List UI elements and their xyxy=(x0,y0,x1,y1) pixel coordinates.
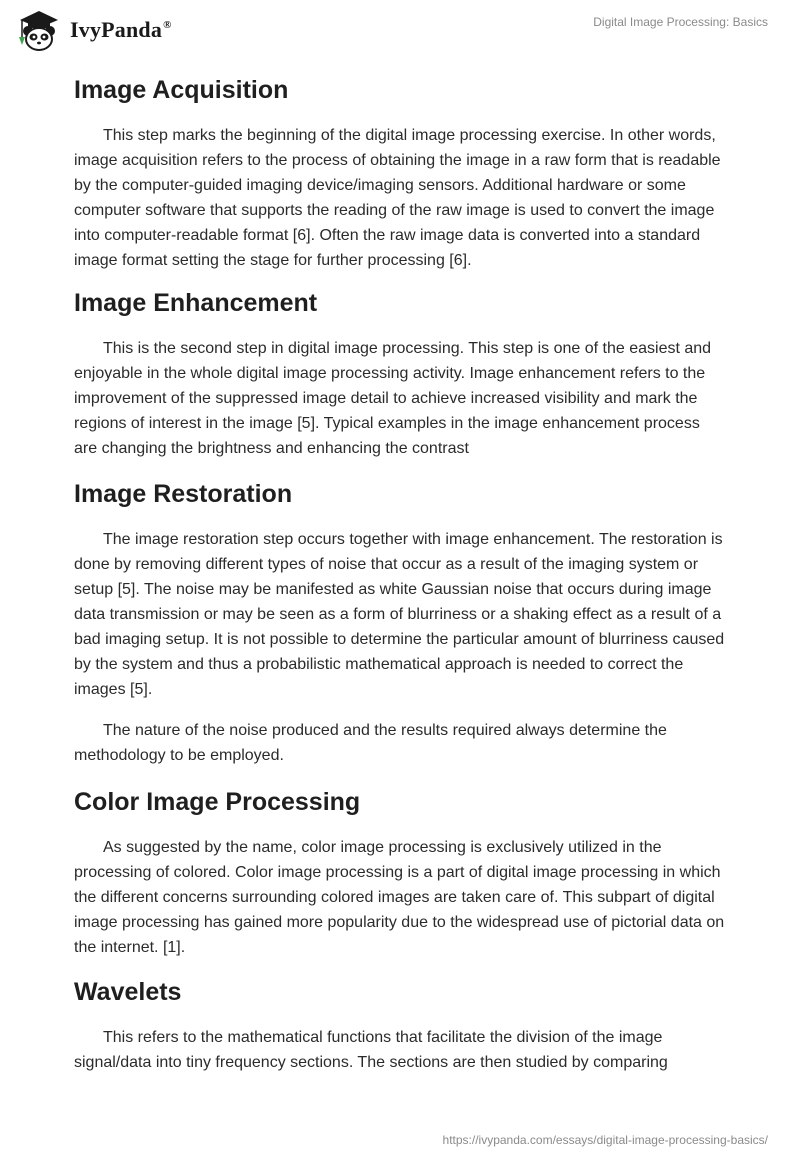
section-wavelets xyxy=(74,974,726,1075)
section-image-enhancement xyxy=(74,285,726,461)
logo-wordmark: IvyPanda® xyxy=(70,17,172,42)
essay-body xyxy=(74,70,726,1075)
section-heading: Image Enhancement xyxy=(74,289,318,317)
ivypanda-logo[interactable] xyxy=(14,6,172,54)
section-heading: Image Restoration xyxy=(74,480,293,508)
panda-graduate-icon xyxy=(14,7,64,53)
section-image-acquisition xyxy=(74,72,726,273)
section-heading: Color Image Processing xyxy=(74,788,361,816)
paragraph: The image restoration step occurs together with image enhancement. The restoration is done by removing different types of noise that occur as a result of the imaging system or setup [5]. The noise may be manifested as white Gaussian noise that occurs during image data transmission or may be seen as a form of blurriness or a shaking effect as a result of a bad imaging setup. It is not possible to determine the particular amount of blurriness caused by the system and thus a probabilistic mathematical approach is needed to correct the images [5]. xyxy=(74,531,725,698)
paragraph: The nature of the noise produced and the results required always determine the methodology to be employed. xyxy=(74,722,667,764)
paragraph: This refers to the mathematical functions that facilitate the division of the image signal/data into tiny frequency sections. The sections are then studied by comparing xyxy=(74,1029,668,1071)
source-url[interactable]: https://ivypanda.com/essays/digital-image-processing-basics/ xyxy=(442,1133,768,1147)
document-title: Digital Image Processing: Basics xyxy=(593,15,768,29)
paragraph: This step marks the beginning of the digital image processing exercise. In other words, image acquisition refers to the process of obtaining the image in a raw form that is readable by the computer-guided imaging device/imaging sensors. Additional hardware or some computer software that supports the reading of the raw image is used to convert the image into computer-readable format [6]. Often the raw image data is converted into a standard image format setting the stage for further processing [6]. xyxy=(74,127,721,269)
page-header xyxy=(0,0,800,60)
section-heading: Image Acquisition xyxy=(74,76,289,104)
paragraph: As suggested by the name, color image processing is exclusively utilized in the processing of colored. Color image processing is a part of digital image processing in which the different concerns surrounding colored images are taken care of. This subpart of digital image processing has gained more popularity due to the widespread use of pictorial data on the internet. [1]. xyxy=(74,839,725,956)
section-color-image-processing xyxy=(74,784,726,960)
paragraph: This is the second step in digital image processing. This step is one of the easiest and enjoyable in the whole digital image processing activity. Image enhancement refers to the improvement of the suppressed image detail to achieve increased visibility and mark the regions of interest in the image [5]. Typical examples in the image enhancement process are changing the brightness and enhancing the contrast xyxy=(74,340,712,457)
section-image-restoration xyxy=(74,476,726,768)
section-heading: Wavelets xyxy=(74,978,182,1006)
